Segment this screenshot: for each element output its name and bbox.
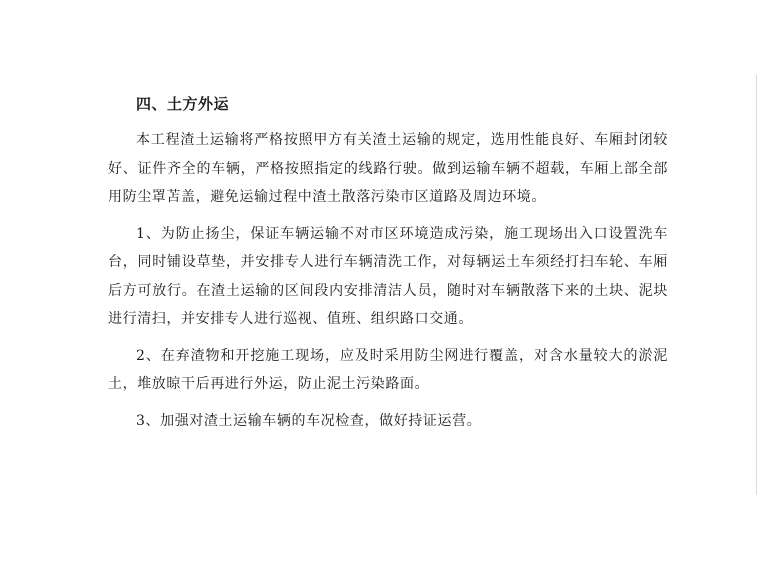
document-body <box>108 92 668 443</box>
section-heading: 四、土方外运 <box>136 95 230 113</box>
page-edge-divider <box>756 75 757 495</box>
paragraph-intro: 本工程渣土运输将严格按照甲方有关渣土运输的规定，选用性能良好、车厢封闭较好、证件齐全的车辆，严格按照指定的线路行驶。做到运输车辆不超载，车厢上部全部用防尘罩苫盖，避免运输过程中渣土散落污染市区道路及周边环境。 <box>108 132 668 205</box>
paragraph-item-2: 2、在弃渣物和开挖施工现场，应及时采用防尘网进行覆盖，对含水量较大的淤泥土，堆放晾干后再进行外运，防止泥土污染路面。 <box>108 347 668 392</box>
paragraph-item-1: 1、为防止扬尘，保证车辆运输不对市区环境造成污染，施工现场出入口设置洗车台，同时铺设草垫，并安排专人进行车辆清洗工作，对每辆运土车须经打扫车轮、车厢后方可放行。在渣土运输的区间段内安排清洁人员，随时对车辆散落下来的土块、泥块进行清扫，并安排专人进行巡视、值班、组织路口交通。 <box>108 225 668 327</box>
paragraph-item-3: 3、加强对渣土运输车辆的车况检查，做好持证运营。 <box>136 412 482 429</box>
